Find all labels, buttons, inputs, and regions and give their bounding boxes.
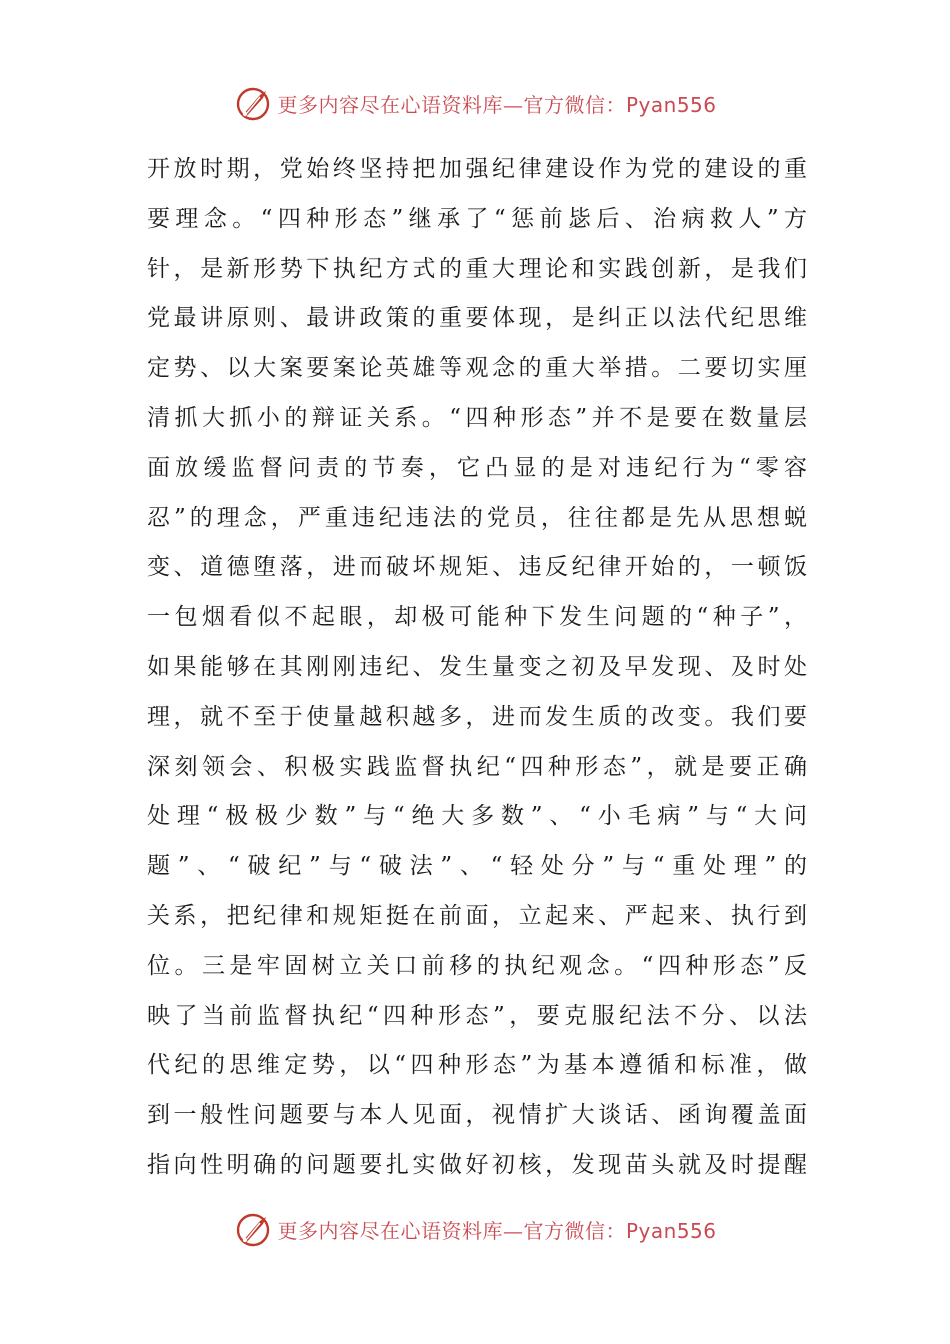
- text-line: 一包烟看似不起眼，却极可能种下发生问题的“种子”，: [147, 604, 807, 631]
- text-line: 忍”的理念，严重违纪违法的党员，往往都是先从思想蜕: [147, 504, 807, 531]
- header-banner-text: 更多内容尽在心语资料库—官方微信：Pyan556: [277, 92, 717, 117]
- pen-nib-logo-icon: [233, 1209, 273, 1249]
- header-watermark-banner: [0, 80, 950, 126]
- text-line: 如果能够在其刚刚违纪、发生量变之初及早发现、及时处: [147, 653, 807, 680]
- text-line: 党最讲原则、最讲政策的重要体现，是纠正以法代纪思维: [147, 305, 807, 332]
- text-line: 关系，把纪律和规矩挺在前面，立起来、严起来、执行到: [147, 902, 807, 929]
- header-wechat-id: Pyan556: [625, 92, 717, 117]
- text-line: 针，是新形势下执纪方式的重大理论和实践创新，是我们: [147, 255, 807, 282]
- text-line: 面放缓监督问责的节奏，它凸显的是对违纪行为“零容: [147, 454, 807, 481]
- text-line: 题”、“破纪”与“破法”、“轻处分”与“重处理”的: [147, 853, 807, 880]
- footer-banner-text: 更多内容尽在心语资料库—官方微信：Pyan556: [277, 1218, 717, 1243]
- text-line: 开放时期，党始终坚持把加强纪律建设作为党的建设的重: [147, 156, 807, 182]
- footer-watermark-banner: [0, 1206, 950, 1252]
- document-body: [147, 145, 807, 1191]
- text-line: 定势、以大案要案论英雄等观念的重大举措。二要切实厘: [147, 355, 807, 382]
- pen-nib-logo-icon: [233, 83, 273, 123]
- text-line: 指向性明确的问题要扎实做好初核，发现苗头就及时提醒: [147, 1151, 807, 1178]
- text-line: 到一般性问题要与本人见面，视情扩大谈话、函询覆盖面: [147, 1102, 807, 1129]
- text-line: 映了当前监督执纪“四种形态”，要克服纪法不分、以法: [147, 1002, 807, 1029]
- text-line: 变、道德堕落，进而破坏规矩、违反纪律开始的，一顿饭: [147, 554, 807, 581]
- text-line: 处理“极极少数”与“绝大多数”、“小毛病”与“大问: [147, 803, 807, 830]
- text-line: 代纪的思维定势，以“四种形态”为基本遵循和标准，做: [147, 1052, 807, 1079]
- footer-wechat-id: Pyan556: [625, 1218, 717, 1243]
- text-line: 清抓大抓小的辩证关系。“四种形态”并不是要在数量层: [147, 404, 807, 431]
- text-line: 深刻领会、积极实践监督执纪“四种形态”，就是要正确: [147, 753, 807, 780]
- text-line: 理，就不至于使量越积越多，进而发生质的改变。我们要: [147, 703, 807, 730]
- text-line: 要理念。“四种形态”继承了“惩前毖后、治病救人”方: [147, 205, 807, 232]
- text-line: 位。三是牢固树立关口前移的执纪观念。“四种形态”反: [147, 952, 807, 979]
